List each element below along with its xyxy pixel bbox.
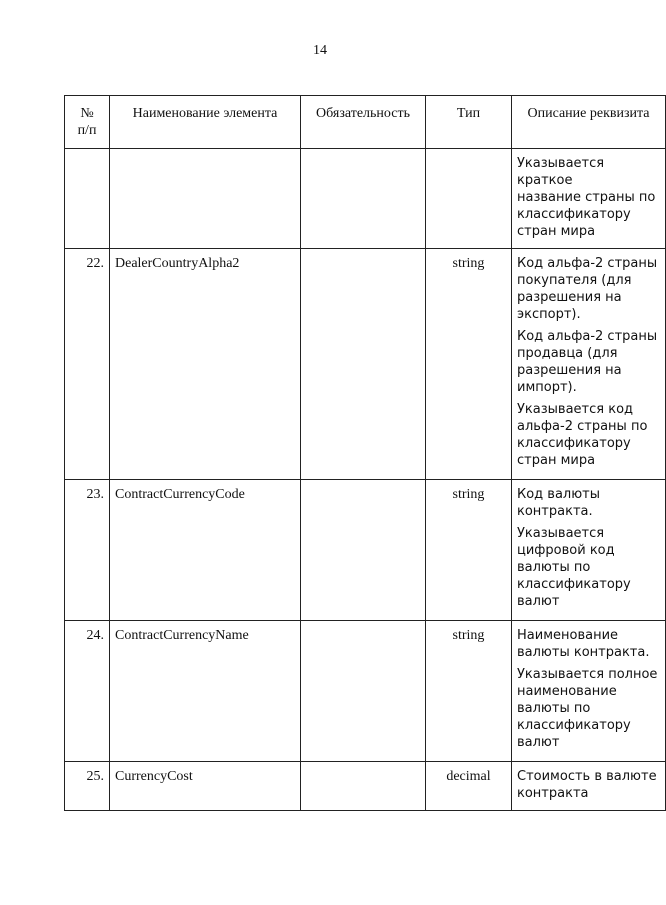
cell-type: decimal [426, 762, 512, 811]
table-header-row [65, 96, 666, 149]
description-line: Код альфа-2 страны [517, 256, 658, 271]
description-line: Код альфа-2 страны [517, 329, 658, 344]
description-line: классификатору [517, 718, 631, 733]
description-paragraph [517, 328, 660, 396]
cell-name: CurrencyCost [110, 762, 301, 811]
description-line: классификатору [517, 436, 631, 451]
cell-required [301, 149, 426, 249]
table-row [65, 249, 666, 480]
cell-required [301, 762, 426, 811]
cell-required [301, 621, 426, 762]
cell-name: ContractCurrencyName [110, 621, 301, 762]
description-line: стран мира [517, 224, 596, 239]
cell-num: 23. [65, 480, 110, 621]
cell-required [301, 249, 426, 480]
cell-description [512, 762, 666, 811]
description-line: разрешения на [517, 290, 622, 305]
cell-description [512, 621, 666, 762]
description-line: Наименование [517, 628, 619, 643]
header-name: Наименование элемента [110, 96, 301, 149]
description-paragraph [517, 768, 660, 802]
header-description: Описание реквизита [512, 96, 666, 149]
description-line: Код валюты [517, 487, 601, 502]
cell-num: 25. [65, 762, 110, 811]
cell-type: string [426, 621, 512, 762]
description-line: цифровой код [517, 543, 615, 558]
description-line: валюты по [517, 701, 591, 716]
cell-num: 22. [65, 249, 110, 480]
description-paragraph [517, 525, 660, 610]
description-line: экспорт). [517, 307, 581, 322]
cell-required [301, 480, 426, 621]
cell-num: 24. [65, 621, 110, 762]
description-line: классификатору [517, 577, 631, 592]
description-line: Стоимость в валюте [517, 769, 657, 784]
cell-description [512, 249, 666, 480]
cell-type: string [426, 480, 512, 621]
cell-name: ContractCurrencyCode [110, 480, 301, 621]
description-line: покупателя (для [517, 273, 632, 288]
description-line: Указывается краткое [517, 156, 605, 188]
description-paragraph [517, 401, 660, 469]
cell-description [512, 149, 666, 249]
description-line: контракта [517, 786, 589, 801]
description-paragraph [517, 666, 660, 751]
description-line: название страны по [517, 190, 656, 205]
description-line: классификатору [517, 207, 631, 222]
description-line: продавца (для [517, 346, 618, 361]
cell-description [512, 480, 666, 621]
description-paragraph [517, 486, 660, 520]
description-line: разрешения на [517, 363, 622, 378]
header-type: Тип [426, 96, 512, 149]
description-paragraph [517, 627, 660, 661]
description-line: валют [517, 594, 560, 609]
header-num-line2: п/п [77, 123, 97, 138]
description-line: альфа-2 страны по [517, 419, 648, 434]
description-line: Указывается полное [517, 667, 658, 682]
description-line: наименование [517, 684, 617, 699]
description-line: контракта. [517, 504, 593, 519]
cell-name [110, 149, 301, 249]
header-required: Обязательность [301, 96, 426, 149]
table-row [65, 621, 666, 762]
cell-num [65, 149, 110, 249]
description-line: валюты контракта. [517, 645, 650, 660]
header-num [65, 96, 110, 149]
header-num-line1: № [80, 106, 94, 121]
table-row [65, 149, 666, 249]
table-row [65, 762, 666, 811]
description-line: стран мира [517, 453, 596, 468]
description-line: валюты по [517, 560, 591, 575]
table-row [65, 480, 666, 621]
cell-type: string [426, 249, 512, 480]
description-line: валют [517, 735, 560, 750]
description-line: импорт). [517, 380, 577, 395]
description-line: Указывается [517, 526, 605, 541]
description-line: Указывается код [517, 402, 634, 417]
requisites-table [64, 95, 666, 811]
cell-type [426, 149, 512, 249]
description-paragraph [517, 155, 660, 240]
page-number: 14 [313, 43, 327, 58]
cell-name: DealerCountryAlpha2 [110, 249, 301, 480]
description-paragraph [517, 255, 660, 323]
